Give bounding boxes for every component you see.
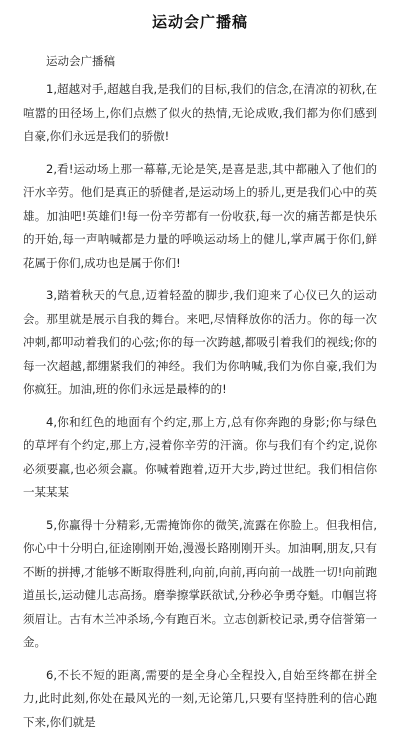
paragraph-4: 4,你和红色的地面有个约定,那上方,总有你奔跑的身影;你与绿色的草坪有个约定,那上方,浸着你辛劳的汗滴。你与我们有个约定,说你必须要赢,也必须会赢。你喊着跑着,迈开大步,跨过世纪。我们相信你一某某某 — [0, 411, 400, 505]
document-title: 运动会广播稿 — [0, 0, 400, 32]
paragraph-1: 1,超越对手,超越自我,是我们的目标,我们的信念,在清凉的初秋,在喧嚣的田径场上,你们点燃了似火的热情,无论成败,我们都为你们感到自豪,你们永远是我们的骄傲! — [0, 78, 400, 149]
paragraph-6: 6,不长不短的距离,需要的是全身心全程投入,自始至终都在拼全力,此时此刻,你处在最风光的一刻,无论第几,只要有坚持胜利的信心跑下来,你们就是 — [0, 664, 400, 734]
paragraph-2: 2,看!运动场上那一幕幕,无论是笑,是喜是悲,其中都融入了他们的汗水辛劳。他们是真正的骄健者,是运动场上的骄儿,更是我们心中的英雄。加油吧!英雄们!每一份辛劳都有一份收获,每一次的痛苦都是快乐的开始,每一声呐喊都是力量的呼唤运动场上的健儿,掌声属于你们,鲜花属于你们,成功也是属于你们! — [0, 158, 400, 276]
paragraph-3: 3,踏着秋天的气息,迈着轻盈的脚步,我们迎来了心仪已久的运动会。那里就是展示自我的舞台。来吧,尽情释放你的活力。你的每一次冲刺,都叩动着我们的心弦;你的每一次跨越,都吸引着我们的视线;你的每一次超越,都绷紧我们的神经。我们为你呐喊,我们为你自豪,我们为你疯狂。加油,班的你们永远是最棒的的! — [0, 284, 400, 402]
paragraph-5: 5,你赢得十分精彩,无需掩饰你的微笑,流露在你脸上。但我相信,你心中十分明白,征途刚刚开始,漫漫长路刚刚开头。加油啊,朋友,只有不断的拼搏,才能够不断取得胜利,向前,向前,再向前一战胜一切!向前跑道虽长,运动健儿志高扬。磨拳擦掌跃欲试,分秒必争勇夺魁。巾帼岂将须眉让。古有木兰冲杀场,今有跑百米。立志创新校记录,勇夺信誉第一金。 — [0, 514, 400, 655]
document-subtitle: 运动会广播稿 — [0, 50, 400, 73]
